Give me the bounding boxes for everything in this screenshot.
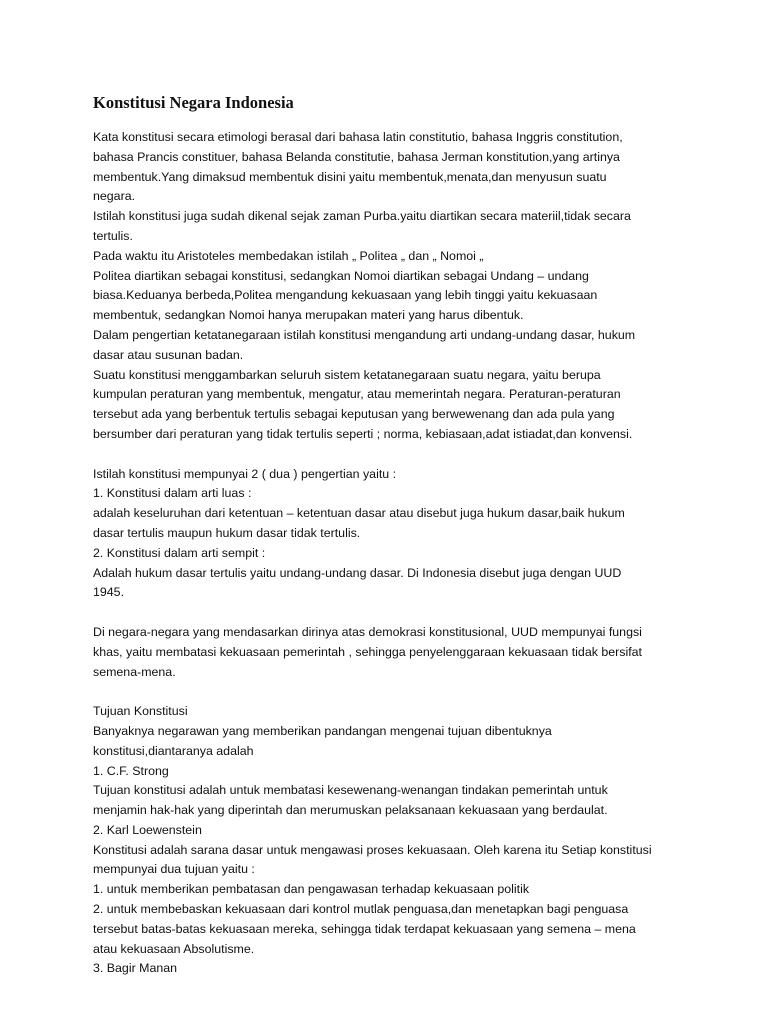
text-line: dasar atau susunan badan. [93,347,244,362]
paragraph-block-2 [93,465,683,604]
text-line: 1. C.F. Strong [93,763,169,778]
document-body [93,92,683,979]
text-line: dasar tertulis maupun hukum dasar tidak tertulis. [93,525,361,540]
text-line: Suatu konstitusi menggambarkan seluruh sistem ketatanegaraan suatu negara, yaitu berupa [93,367,601,382]
text-line: 1945. [93,585,125,600]
text-line: Adalah hukum dasar tertulis yaitu undang-undang dasar. Di Indonesia disebut juga dengan UUD [93,565,622,580]
text-line: menjamin hak-hak yang diperintah dan merumuskan pelaksanaan kekuasaan yang berdaulat. [93,803,608,818]
text-line: 2. Konstitusi dalam arti sempit : [93,545,266,560]
text-line: 2. Karl Loewenstein [93,822,202,837]
text-line: negara. [93,189,136,204]
page-title: Konstitusi Negara Indonesia [93,93,294,112]
text-line: 3. Bagir Manan [93,961,178,976]
text-line: bahasa Prancis constituer, bahasa Belanda constitutie, bahasa Jerman konstitution,yang artinya [93,149,620,164]
text-line: adalah keseluruhan dari ketentuan – ketentuan dasar atau disebut juga hukum dasar,baik hukum [93,506,625,521]
text-line: mempunyai dua tujuan yaitu : [93,862,255,877]
text-line: Di negara-negara yang mendasarkan dirinya atas demokrasi konstitusional, UUD mempunyai fungsi [93,624,642,639]
text-line: Tujuan konstitusi adalah untuk membatasi kesewenang-wenangan tindakan pemerintah untuk [93,783,608,798]
paragraph-gap [93,682,683,702]
text-line: tersebut batas-batas kekuasaan mereka, sehingga tidak terdapat kekuasaan yang semena – mena [93,921,636,936]
paragraph-gap [93,445,683,465]
text-line: semena-mena. [93,664,176,679]
text-line: membentuk, sedangkan Nomoi hanya merupakan materi yang harus dibentuk. [93,308,524,323]
text-line: kumpulan peraturan yang membentuk, mengatur, atau memerintah negara. Peraturan-peraturan [93,387,621,402]
text-line: membentuk.Yang dimaksud membentuk disini yaitu membentuk,menata,dan menyusun suatu [93,169,607,184]
text-line: Dalam pengertian ketatanegaraan istilah konstitusi mengandung arti undang-undang dasar, hukum [93,327,636,342]
paragraph-block-1 [93,128,683,445]
text-line: atau kekuasaan Absolutisme. [93,941,255,956]
text-line: tersebut ada yang berbentuk tertulis sebagai keputusan yang berwewenang dan ada pula yang [93,407,615,422]
paragraph-block-3 [93,623,683,682]
text-line: Politea diartikan sebagai konstitusi, sedangkan Nomoi diartikan sebagai Undang – undang [93,268,589,283]
text-line: Pada waktu itu Aristoteles membedakan istilah „ Politea „ dan „ Nomoi „ [93,248,484,263]
text-line: Istilah konstitusi mempunyai 2 ( dua ) pengertian yaitu : [93,466,397,481]
text-line: Banyaknya negarawan yang memberikan pandangan mengenai tujuan dibentuknya [93,723,552,738]
text-line: khas, yaitu membatasi kekuasaan pemerintah , sehingga penyelenggaraan kekuasaan tidak bersifat [93,644,642,659]
text-line: konstitusi,diantaranya adalah [93,743,254,758]
text-line: Kata konstitusi secara etimologi berasal dari bahasa latin constitutio, bahasa Inggris constitution, [93,130,623,144]
paragraph-gap [93,603,683,623]
text-line: Konstitusi adalah sarana dasar untuk mengawasi proses kekuasaan. Oleh karena itu Setiap konstitusi [93,842,652,857]
paragraph-block-4 [93,702,683,979]
text-line: Istilah konstitusi juga sudah dikenal sejak zaman Purba.yaitu diartikan secara materiil,tidak secara [93,209,631,224]
text-line: tertulis. [93,228,133,243]
text-line: biasa.Keduanya berbeda,Politea mengandung kekuasaan yang lebih tinggi yaitu kekuasaan [93,288,598,303]
section-heading: Tujuan Konstitusi [93,704,188,719]
text-line: 1. untuk memberikan pembatasan dan pengawasan terhadap kekuasaan politik [93,882,530,897]
text-line: bersumber dari peraturan yang tidak tertulis seperti ; norma, kebiasaan,adat istiadat,dan konvensi. [93,426,633,441]
text-line: 1. Konstitusi dalam arti luas : [93,486,252,501]
text-line: 2. untuk membebaskan kekuasaan dari kontrol mutlak penguasa,dan menetapkan bagi penguasa [93,902,629,917]
